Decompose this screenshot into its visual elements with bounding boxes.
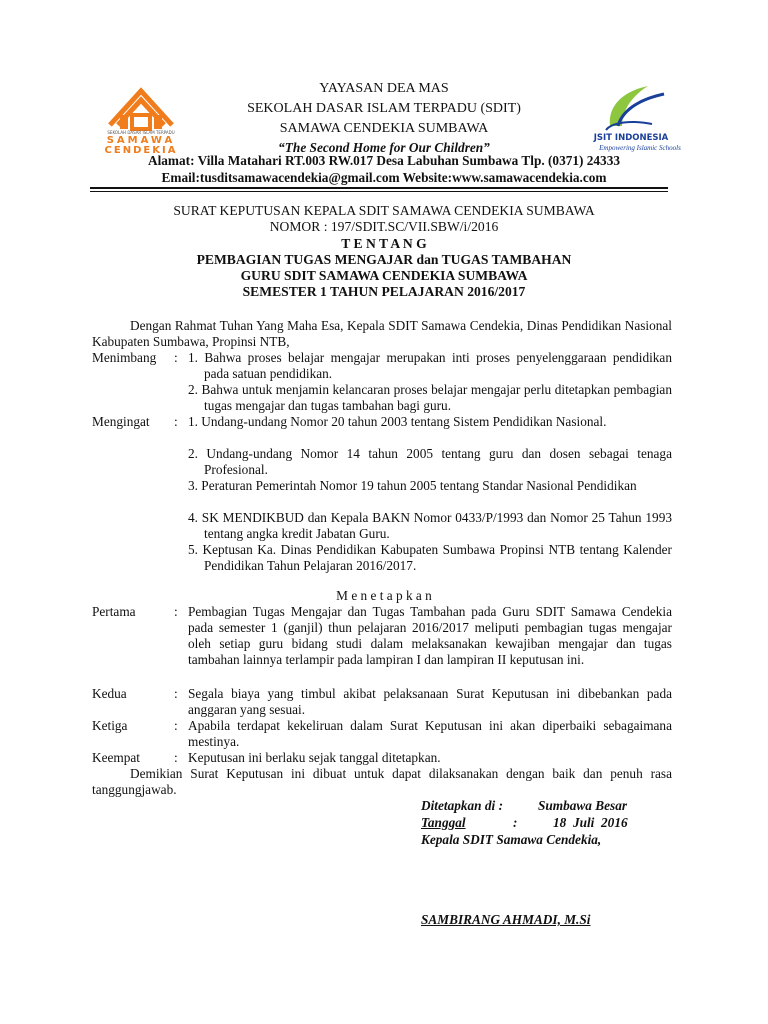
contact-line: Email:tusditsamawacendekia@gmail.com Website:www.samawacendekia.com bbox=[161, 170, 607, 185]
foundation-name: YAYASAN DEA MAS bbox=[319, 81, 449, 96]
closing-paragraph: Demikian Surat Keputusan ini dibuat untuk dapat dilaksanakan dengan baik dan penuh rasa tanggungjawab. bbox=[92, 766, 672, 797]
signer-position: Kepala SDIT Samawa Cendekia, bbox=[421, 832, 602, 847]
mengingat-item: 4. SK MENDIKBUD dan Kepala BAKN Nomor 0433/P/1993 dan Nomor 25 Tahun 1993 tentang angka kredit Jabatan Guru. bbox=[188, 510, 672, 541]
subject-line-3: SEMESTER 1 TAHUN PELAJARAN 2016/2017 bbox=[242, 284, 526, 299]
decision-label-kedua: Kedua bbox=[92, 686, 127, 701]
logo-word-samawa: SAMAWA bbox=[106, 135, 176, 146]
mengingat-colon: : bbox=[174, 414, 178, 429]
menimbang-item: 2. Bahwa untuk menjamin kelancaran proses belajar mengajar perlu ditetapkan pembagian tugas mengajar dan tugas tambahan bagi guru. bbox=[188, 382, 672, 413]
decision-label-keempat: Keempat bbox=[92, 750, 140, 765]
decree-number: NOMOR : 197/SDIT.SC/VII.SBW/i/2016 bbox=[269, 219, 499, 234]
signer-name: SAMBIRANG AHMADI, M.Si bbox=[421, 912, 591, 927]
menetapkan-heading: M e n e t a p k a n bbox=[336, 588, 432, 603]
mengingat-item: 5. Keptusan Ka. Dinas Pendidikan Kabupaten Sumbawa Propinsi NTB tentang Kalender Pendidikan Tahun Pelajaran 2016/2017. bbox=[188, 542, 672, 573]
tanggal-value: 18 Juli 2016 bbox=[553, 815, 628, 830]
opening-paragraph: Dengan Rahmat Tuhan Yang Maha Esa, Kepala SDIT Samawa Cendekia, Dinas Pendidikan Nasional Kabupaten Sumbawa, Propinsi NTB, bbox=[92, 318, 672, 349]
jsit-name: JSIT INDONESIA bbox=[593, 133, 669, 143]
menimbang-label: Menimbang bbox=[92, 350, 157, 365]
logo-word-cendekia: CENDEKIA bbox=[104, 145, 178, 156]
tentang-heading: T E N T A N G bbox=[341, 236, 427, 251]
decision-label-ketiga: Ketiga bbox=[92, 718, 128, 733]
decision-text-pertama: Pembagian Tugas Mengajar dan Tugas Tambahan pada Guru SDIT Samawa Cendekia pada semester 1 (ganjil) thun pelajaran 2016/2017 meliputi pembagian tugas mengajar oleh setiap guru bidang studi dalam melaksanakan kewajiban mengajar dan tugas tambahan lainnya terlampir pada lampiran I dan lampiran II keputusan ini. bbox=[188, 604, 672, 667]
menimbang-colon: : bbox=[174, 350, 178, 365]
decision-colon: : bbox=[174, 750, 178, 765]
decision-colon: : bbox=[174, 604, 178, 619]
mengingat-item: 2. Undang-undang Nomor 14 tahun 2005 tentang guru dan dosen sebagai tenaga Profesional. bbox=[188, 446, 672, 477]
header-rule-thick bbox=[90, 187, 668, 189]
ditetapkan-value: Sumbawa Besar bbox=[538, 798, 628, 813]
mengingat-item: 1. Undang-undang Nomor 20 tahun 2003 tentang Sistem Pendidikan Nasional. bbox=[188, 414, 607, 429]
school-full-name: SEKOLAH DASAR ISLAM TERPADU (SDIT) bbox=[247, 101, 521, 116]
decision-text-ketiga: Apabila terdapat kekeliruan dalam Surat Keputusan ini akan diperbaiki sebagaimana mestinya. bbox=[188, 718, 672, 749]
ditetapkan-label: Ditetapkan di : bbox=[421, 798, 503, 813]
mengingat-label: Mengingat bbox=[92, 414, 150, 429]
header-rule-thin bbox=[90, 191, 668, 192]
subject-line-2: GURU SDIT SAMAWA CENDEKIA SUMBAWA bbox=[240, 268, 528, 283]
address-line: Alamat: Villa Matahari RT.003 RW.017 Desa Labuhan Sumbawa Tlp. (0371) 24333 bbox=[147, 153, 621, 168]
decision-label-pertama: Pertama bbox=[92, 604, 136, 619]
mengingat-item: 3. Peraturan Pemerintah Nomor 19 tahun 2005 tentang Standar Nasional Pendidikan bbox=[188, 478, 637, 493]
tanggal-row bbox=[421, 815, 647, 831]
subject-line-1: PEMBAGIAN TUGAS MENGAJAR dan TUGAS TAMBAHAN bbox=[196, 252, 572, 267]
decision-text-kedua: Segala biaya yang timbul akibat pelaksanaan Surat Keputusan ini dibebankan pada anggaran yang sesuai. bbox=[188, 686, 672, 717]
decree-title: SURAT KEPUTUSAN KEPALA SDIT SAMAWA CENDEKIA SUMBAWA bbox=[173, 203, 595, 218]
decision-text-keempat: Keputusan ini berlaku sejak tanggal ditetapkan. bbox=[188, 750, 441, 765]
tagline: “The Second Home for Our Children” bbox=[278, 140, 490, 155]
tanggal-label: Tanggal bbox=[421, 815, 466, 830]
menimbang-item: 1. Bahwa proses belajar mengajar merupakan inti proses penyelenggaraan pendidikan pada satuan pendidikan. bbox=[188, 350, 672, 381]
decision-colon: : bbox=[174, 718, 178, 733]
tanggal-colon: : bbox=[513, 815, 518, 830]
school-name: SAMAWA CENDEKIA SUMBAWA bbox=[279, 121, 489, 136]
logo-small-text: SEKOLAH DASAR ISLAM TERPADU bbox=[107, 130, 175, 135]
decision-colon: : bbox=[174, 686, 178, 701]
jsit-slogan: Empowering Islamic Schools bbox=[599, 144, 681, 152]
